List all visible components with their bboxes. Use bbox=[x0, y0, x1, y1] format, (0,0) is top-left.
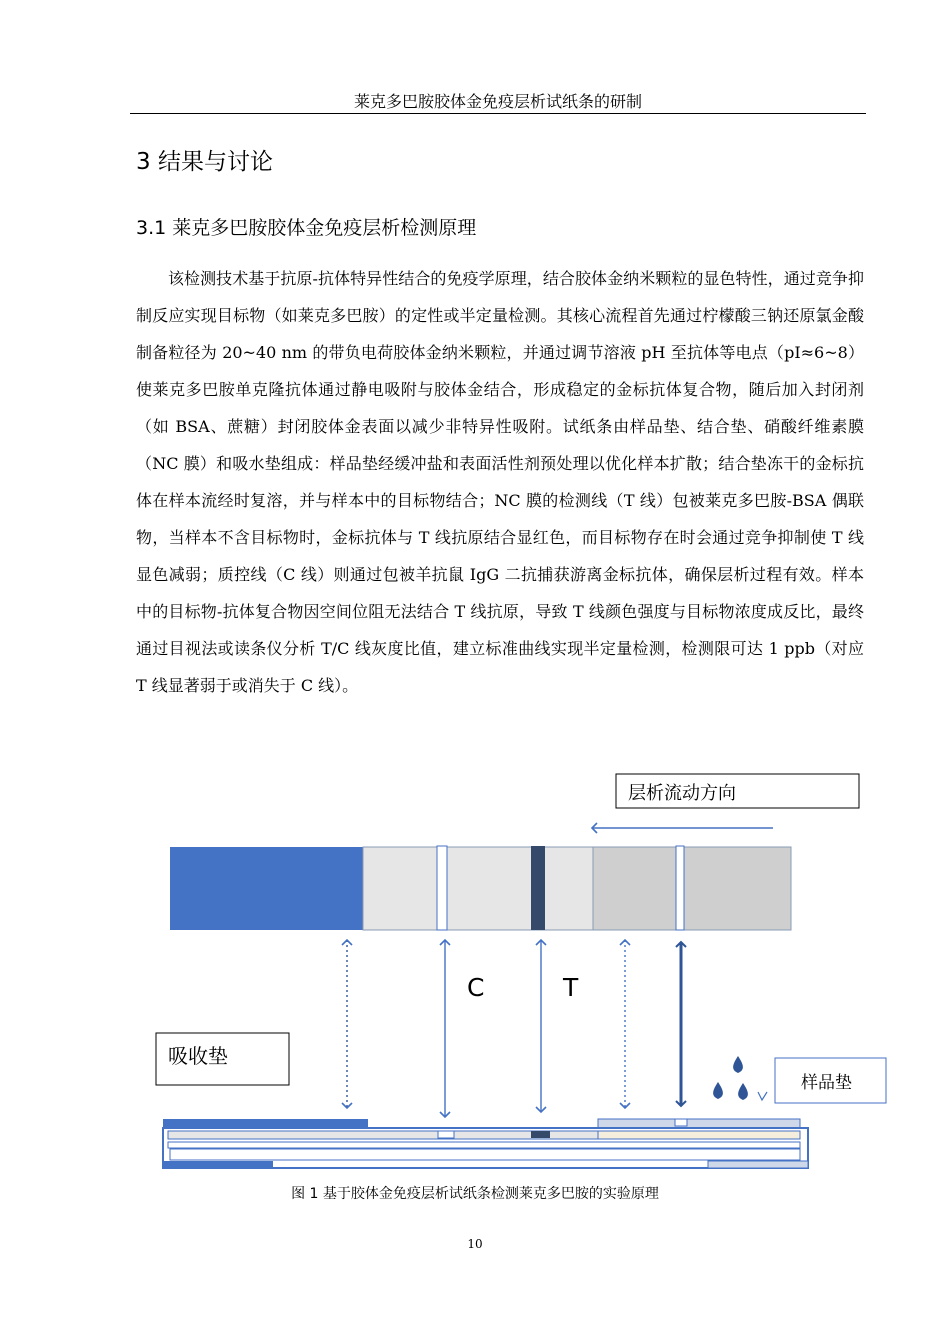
figure-1 bbox=[0, 760, 950, 1180]
body-paragraph: 该检测技术基于抗原-抗体特异性结合的免疫学原理，结合胶体金纳米颗粒的显色特性，通过竞争抑制反应实现目标物（如莱克多巴胺）的定性或半定量检测。其核心流程首先通过柠檬酸三钠还原氯金酸制备粒径为 20~40 nm 的带负电荷胶体金纳米颗粒，并通过调节溶液 pH 至抗体等电点（pI≈6~8）使莱克多巴胺单克隆抗体通过静电吸附与胶体金结合，形成稳定的金标抗体复合物，随后加入封闭剂（如 BSA、蔗糖）封闭胶体金表面以减少非特异性吸附。试纸条由样品垫、结合垫、硝酸纤维素膜（NC 膜）和吸水垫组成：样品垫经缓冲盐和表面活性剂预处理以优化样本扩散；结合垫冻干的金标抗体在样本流经时复溶，并与样本中的目标物结合；NC 膜的检测线（T 线）包被莱克多巴胺-BSA 偶联物，当样本不含目标物时，金标抗体与 T 线抗原结合显红色，而目标物存在时会通过竞争抑制使 T 线显色减弱；质控线（C 线）则通过包被羊抗鼠 IgG 二抗捕获游离金标抗体，确保层析过程有效。样本中的目标物-抗体复合物因空间位阻无法结合 T 线抗原，导致 T 线颜色强度与目标物浓度成反比，最终通过目视法或读条仪分析 T/C 线灰度比值，建立标准曲线实现半定量检测，检测限可达 1 ppb（对应 T 线显著弱于或消失于 C 线）。 bbox=[136, 269, 864, 695]
strip-diagram bbox=[0, 760, 950, 1180]
backing-layer bbox=[170, 1149, 800, 1160]
droplet-icon bbox=[713, 1082, 723, 1099]
flow-direction-label: 层析流动方向 bbox=[628, 783, 736, 804]
side-marker bbox=[675, 1119, 687, 1126]
t-line bbox=[531, 846, 545, 930]
sample-pad-label: 样品垫 bbox=[801, 1073, 852, 1093]
bottom-tab-right bbox=[708, 1161, 808, 1168]
running-header: 莱克多巴胺胶体金免疫层析试纸条的研制 bbox=[353, 92, 642, 111]
subsection-title: 3.1 莱克多巴胺胶体金免疫层析检测原理 bbox=[136, 217, 477, 239]
section-title: 3 结果与讨论 bbox=[136, 149, 273, 175]
bottom-tab-left bbox=[163, 1161, 273, 1168]
t-line-side bbox=[531, 1131, 550, 1138]
conjugate-layer bbox=[598, 1131, 800, 1139]
droplet-icon bbox=[758, 1092, 767, 1100]
droplet-icon bbox=[738, 1083, 748, 1100]
absorbent-pad-side bbox=[163, 1119, 368, 1128]
c-line-side bbox=[438, 1131, 454, 1138]
header-rule bbox=[130, 113, 866, 114]
absorbent-pad-label: 吸收垫 bbox=[168, 1044, 228, 1068]
droplet-icon bbox=[733, 1056, 743, 1073]
adhesive-layer bbox=[168, 1142, 800, 1148]
nc-membrane-top bbox=[363, 847, 593, 930]
conjugate-sample-pad-top bbox=[593, 847, 791, 930]
figure-caption: 图 1 基于胶体金免疫层析试纸条检测莱克多巴胺的实验原理 bbox=[291, 1186, 659, 1202]
pad-divider bbox=[676, 846, 684, 930]
sample-pad-side bbox=[598, 1119, 800, 1128]
absorbent-pad-top bbox=[170, 847, 363, 930]
c-line bbox=[437, 846, 447, 930]
page-number: 10 bbox=[467, 1237, 483, 1251]
t-line-label: T bbox=[563, 973, 579, 1002]
c-line-label: C bbox=[467, 973, 485, 1002]
